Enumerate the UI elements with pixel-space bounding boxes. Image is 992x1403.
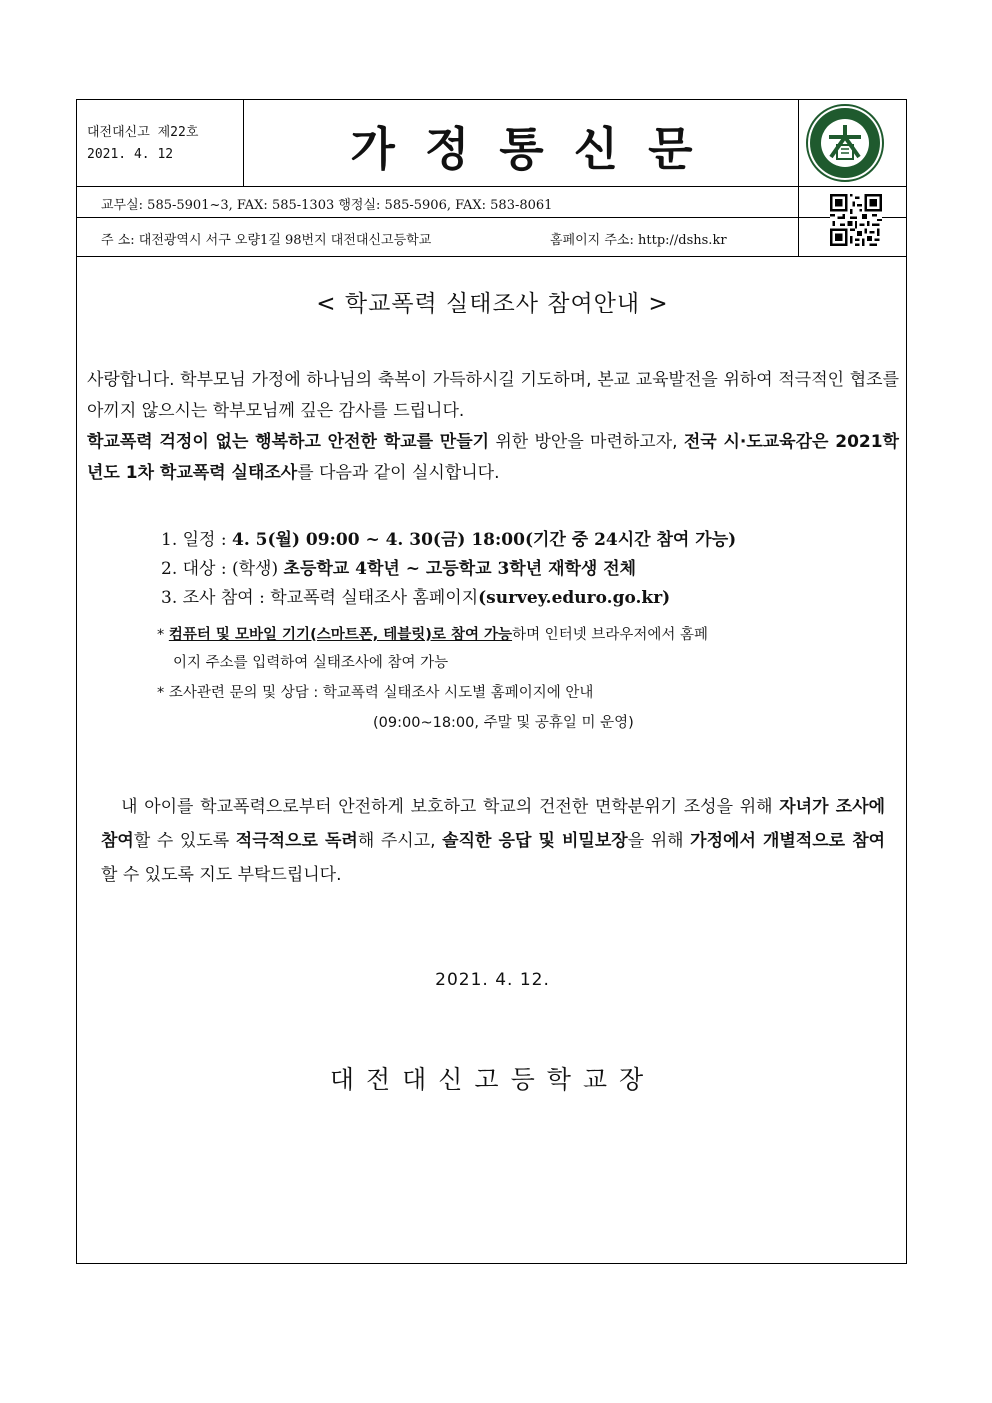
list-item-value: 초등학교 4학년 ~ 고등학교 3학년 재학생 전체 (283, 559, 637, 579)
list-item-label: 2. 대상 : (학생) (161, 559, 284, 579)
intro-text-2b: 위한 방안을 마련하고자, (489, 432, 684, 452)
sign-date: 2021. 4. 12. (435, 970, 550, 990)
closing-text: 해 주시고, (357, 831, 443, 851)
closing-text: 내 아이를 학교폭력으로부터 안전하게 보호하고 학교의 건전한 면학분위기 조성을 위해 (121, 797, 780, 817)
issue-divider (243, 100, 244, 186)
closing-emphasis: 솔직한 응답 및 비밀보장 (442, 831, 628, 851)
closing-text: 할 수 있도록 지도 부탁드립니다. (101, 865, 342, 885)
closing-emphasis: 가정에서 개별적으로 참여 (690, 831, 886, 851)
logo-divider (798, 100, 799, 256)
closing-paragraph (101, 790, 885, 892)
closing-text: 을 위해 (627, 831, 691, 851)
address-line: 주 소: 대전광역시 서구 오량1길 98번지 대전대신고등학교 (101, 233, 432, 248)
note-1-emphasis: 컴퓨터 및 모바일 기기(스마트폰, 테블릿)로 참여 가능 (168, 627, 513, 643)
list-item-value: 4. 5(월) 09:00 ~ 4. 30(금) 18:00(기간 중 24시간 참여 가능) (232, 530, 737, 550)
note-2: * 조사관련 문의 및 상담 : 학교폭력 실태조사 시도별 홈페이지에 안내 (157, 685, 594, 701)
note-1-continued: 이지 주소를 입력하여 실태조사에 참여 가능 (173, 655, 449, 671)
intro-text-1: 사랑합니다. 학부모님 가정에 하나님의 축복이 가득하시길 기도하며, 본교 교육발전을 위하여 적극적인 협조를 아끼지 않으시는 학부모님께 깊은 감사를 드립니다. (87, 370, 899, 421)
list-item (161, 526, 736, 555)
note-1-text: 하며 인터넷 브라우저에서 홈페 (512, 627, 708, 643)
address-divider (77, 256, 906, 257)
homepage-line: 홈페이지 주소: http://dshs.kr (550, 233, 727, 248)
intro-text-2 (87, 427, 899, 489)
intro-emphasis-1: 학교폭력 걱정이 없는 행복하고 안전한 학교를 만들기 (87, 432, 490, 452)
list-item-label: 3. 조사 참여 : 학교폭력 실태조사 홈페이지 (161, 588, 479, 608)
intro-paragraph (87, 365, 899, 489)
contact-divider (77, 217, 906, 218)
intro-emphasis-2: 전국 시·도교육감은 2021학년도 1차 학교폭력 실태조사 (87, 432, 899, 483)
note-2-text: 조사관련 문의 및 상담 : 학교폭력 실태조사 시도별 홈페이지에 안내 (168, 685, 594, 701)
contact-line: 교무실: 585-5901~3, FAX: 585-1303 행정실: 585-5906, FAX: 583-8061 (101, 198, 553, 213)
closing-emphasis: 적극적으로 독려 (235, 831, 358, 851)
header-divider (77, 186, 906, 187)
note-1: * 컴퓨터 및 모바일 기기(스마트폰, 테블릿)로 참여 가능하며 인터넷 브라우저에서 홈페 (157, 627, 708, 643)
list-item (161, 584, 736, 613)
notice-title: < 학교폭력 실태조사 참여안내 > (316, 291, 669, 317)
closing-emphasis: 자녀가 조사에 참여 (101, 797, 885, 851)
intro-text-2d: 를 다음과 같이 실시합니다. (297, 463, 500, 483)
document-frame (76, 99, 907, 1264)
signer-name: 대전대신고등학교장 (329, 1065, 656, 1094)
issue-date: 2021. 4. 12 (87, 147, 174, 162)
list-item-value: (survey.eduro.go.kr) (478, 588, 671, 608)
list-item (161, 555, 736, 584)
schedule-list (161, 526, 736, 613)
note-2-hours: (09:00~18:00, 주말 및 공휴일 미 운영) (373, 715, 634, 731)
issue-info (87, 122, 198, 166)
school-emblem-icon (805, 103, 885, 183)
list-item-label: 1. 일정 : (161, 530, 233, 550)
closing-text: 할 수 있도록 (133, 831, 236, 851)
issue-number: 대전대신고 제22호 (87, 125, 199, 140)
document-title: 가정통신문 (350, 122, 723, 176)
qr-code-icon (830, 194, 882, 246)
